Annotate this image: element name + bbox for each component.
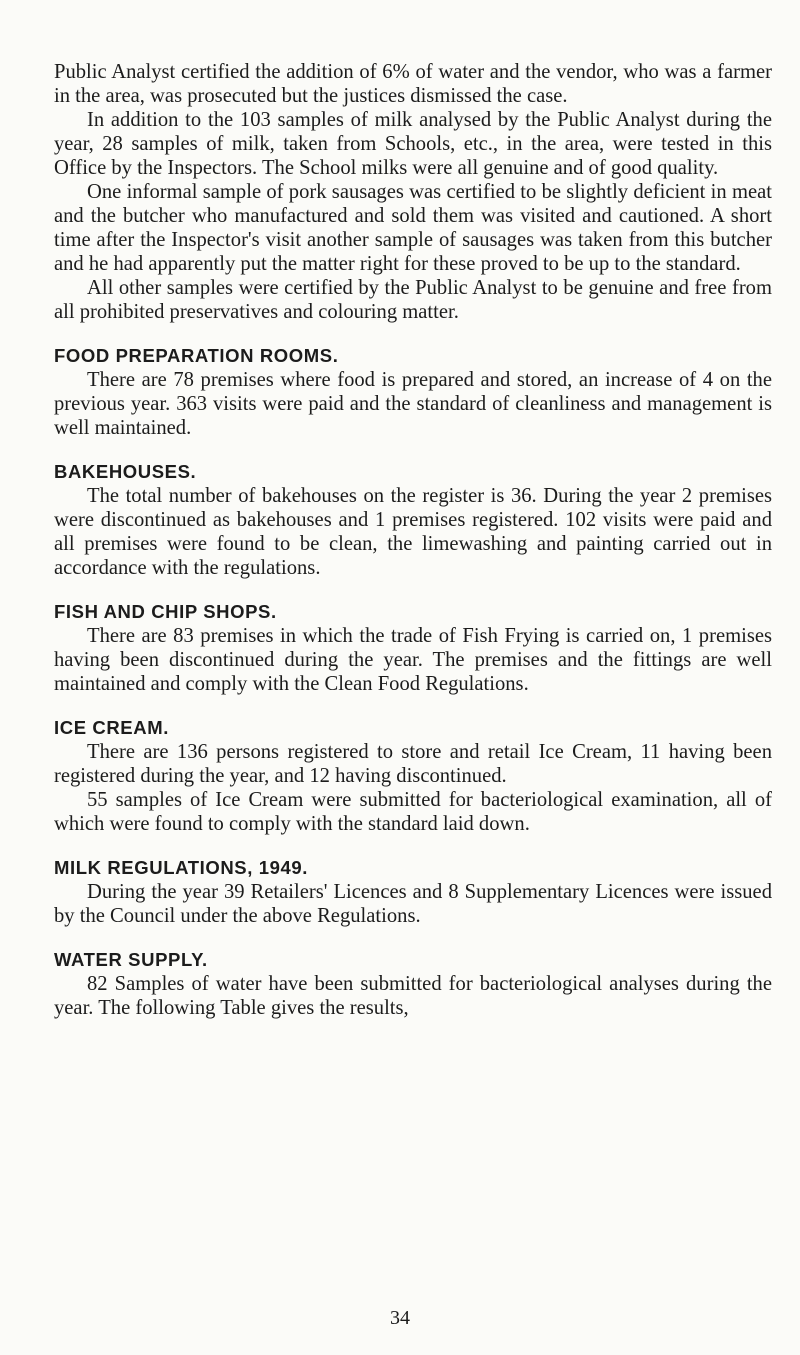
paragraph-milk-regulations: During the year 39 Retailers' Licences and 8 Supplementary Licences were issued by the Council under the above Regulations. (54, 881, 772, 927)
page-number: 34 (390, 1307, 410, 1329)
paragraph-water-supply: 82 Samples of water have been submitted for bacteriological analyses during the year. The following Table gives the results, (54, 973, 772, 1019)
paragraph-other-samples: All other samples were certified by the Public Analyst to be genuine and free from all prohibited preservatives and colouring matter. (54, 277, 772, 323)
page-content (54, 60, 772, 1020)
paragraph-ice-cream-registered: There are 136 persons registered to store and retail Ice Cream, 11 having been registered during the year, and 12 having discontinued. (54, 741, 772, 787)
heading-water-supply: WATER SUPPLY. (54, 949, 208, 970)
paragraph-bakehouses: The total number of bakehouses on the register is 36. During the year 2 premises were discontinued as bakehouses and 1 premises registered. 102 visits were paid and all premises were found to be clean, the limewashing and painting carried out in accordance with the regulations. (54, 485, 772, 579)
heading-milk-regulations: MILK REGULATIONS, 1949. (54, 857, 308, 878)
heading-bakehouses: BAKEHOUSES. (54, 461, 197, 482)
paragraph-fish-and-chip-shops: There are 83 premises in which the trade of Fish Frying is carried on, 1 premises having been discontinued during the year. The premises and the fittings are well maintained and comply with the Clean Food Regulations. (54, 625, 772, 695)
paragraph-food-preparation-rooms: There are 78 premises where food is prepared and stored, an increase of 4 on the previous year. 363 visits were paid and the standard of cleanliness and management is well maintained. (54, 369, 772, 439)
paragraph-ice-cream-samples: 55 samples of Ice Cream were submitted for bacteriological examination, all of which were found to comply with the standard laid down. (54, 789, 772, 835)
heading-fish-and-chip-shops: FISH AND CHIP SHOPS. (54, 601, 277, 622)
heading-ice-cream: ICE CREAM. (54, 717, 169, 738)
paragraph-pork-sausages: One informal sample of pork sausages was certified to be slightly deficient in meat and the butcher who manufactured and sold them was visited and cautioned. A short time after the Inspector's visit another sample of sausages was taken from this butcher and he had apparently put the matter right for these proved to be up to the standard. (54, 181, 772, 275)
heading-food-preparation-rooms: FOOD PREPARATION ROOMS. (54, 345, 339, 366)
paragraph-milk-samples: In addition to the 103 samples of milk analysed by the Public Analyst during the year, 28 samples of milk, taken from Schools, etc., in the area, were tested in this Office by the Inspectors. The School milks were all genuine and of good quality. (54, 109, 772, 179)
paragraph-water-addition-case: Public Analyst certified the addition of 6% of water and the vendor, who was a farmer in the area, was prosecuted but the justices dismissed the case. (54, 61, 772, 107)
